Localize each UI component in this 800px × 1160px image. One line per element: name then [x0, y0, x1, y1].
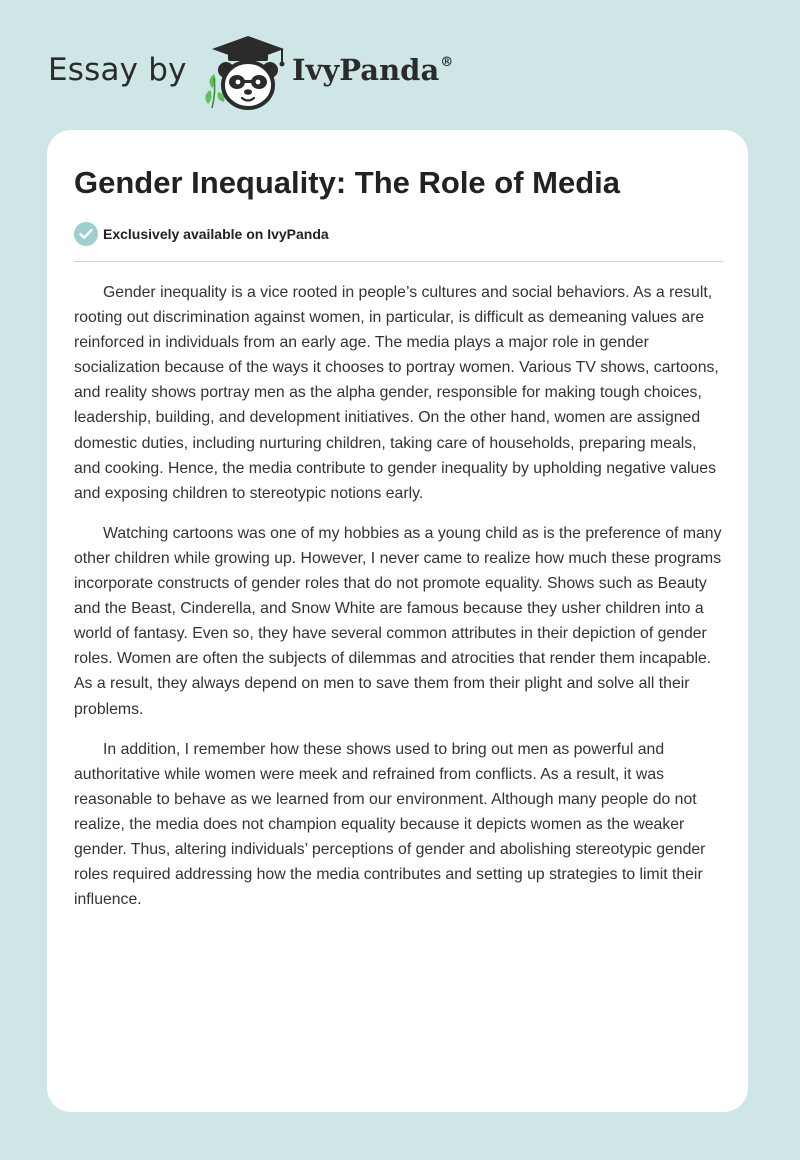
essay-card	[47, 130, 748, 1112]
essay-paragraph: Gender inequality is a vice rooted in people’s cultures and social behaviors. As a result, rooting out discrimination against women, in particular, is difficult as demeaning values are reinforced in individuals from an early age. The media plays a major role in gender socialization because of the ways it chooses to portray women. Various TV shows, cartoons, and reality shows portray men as the alpha gender, responsible for making tough choices, leadership, building, and development initiatives. On the other hand, women are assigned domestic duties, including nurturing children, taking care of households, preparing meals, and cooking. Hence, the media contribute to gender inequality by upholding negative values and exposing children to stereotypic notions early.	[74, 284, 719, 502]
essay-body	[74, 280, 723, 927]
essay-paragraph: In addition, I remember how these shows used to bring out men as powerful and authoritative while women were meek and refrained from conflicts. As a result, it was reasonable to behave as we learned from our environment. Although many people do not realize, the media does not champion equality because it depicts women as the weaker gender. Thus, altering individuals’ perceptions of gender and abolishing stereotypic gender roles required addressing how the media contributes and setting up strategies to limit their influence.	[74, 740, 706, 909]
brand-name[interactable]	[292, 53, 453, 87]
panda-graduate-icon	[202, 32, 288, 110]
essay-title: Gender Inequality: The Role of Media	[74, 165, 621, 200]
registered-mark: ®	[440, 55, 454, 70]
site-header	[48, 32, 508, 112]
exclusive-badge-label: Exclusively available on IvyPanda	[103, 226, 329, 242]
exclusive-badge	[74, 222, 329, 246]
essay-paragraph: Watching cartoons was one of my hobbies as a young child as is the preference of many other children while growing up. However, I never came to realize how much these programs incorporate constructs of gender roles that do not promote equality. Shows such as Beauty and the Beast, Cinderella, and Snow White are famous because they usher children into a world of fantasy. Even so, they have several common attributes in their depiction of gender roles. Women are often the subjects of dilemmas and atrocities that render them incapable. As a result, they always depend on men to save them from their plight and solve all their problems.	[74, 524, 722, 718]
brand-text: IvyPanda	[292, 53, 440, 87]
essay-by-label: Essay by	[48, 52, 187, 88]
title-divider	[74, 261, 723, 262]
check-circle-icon	[74, 222, 98, 246]
